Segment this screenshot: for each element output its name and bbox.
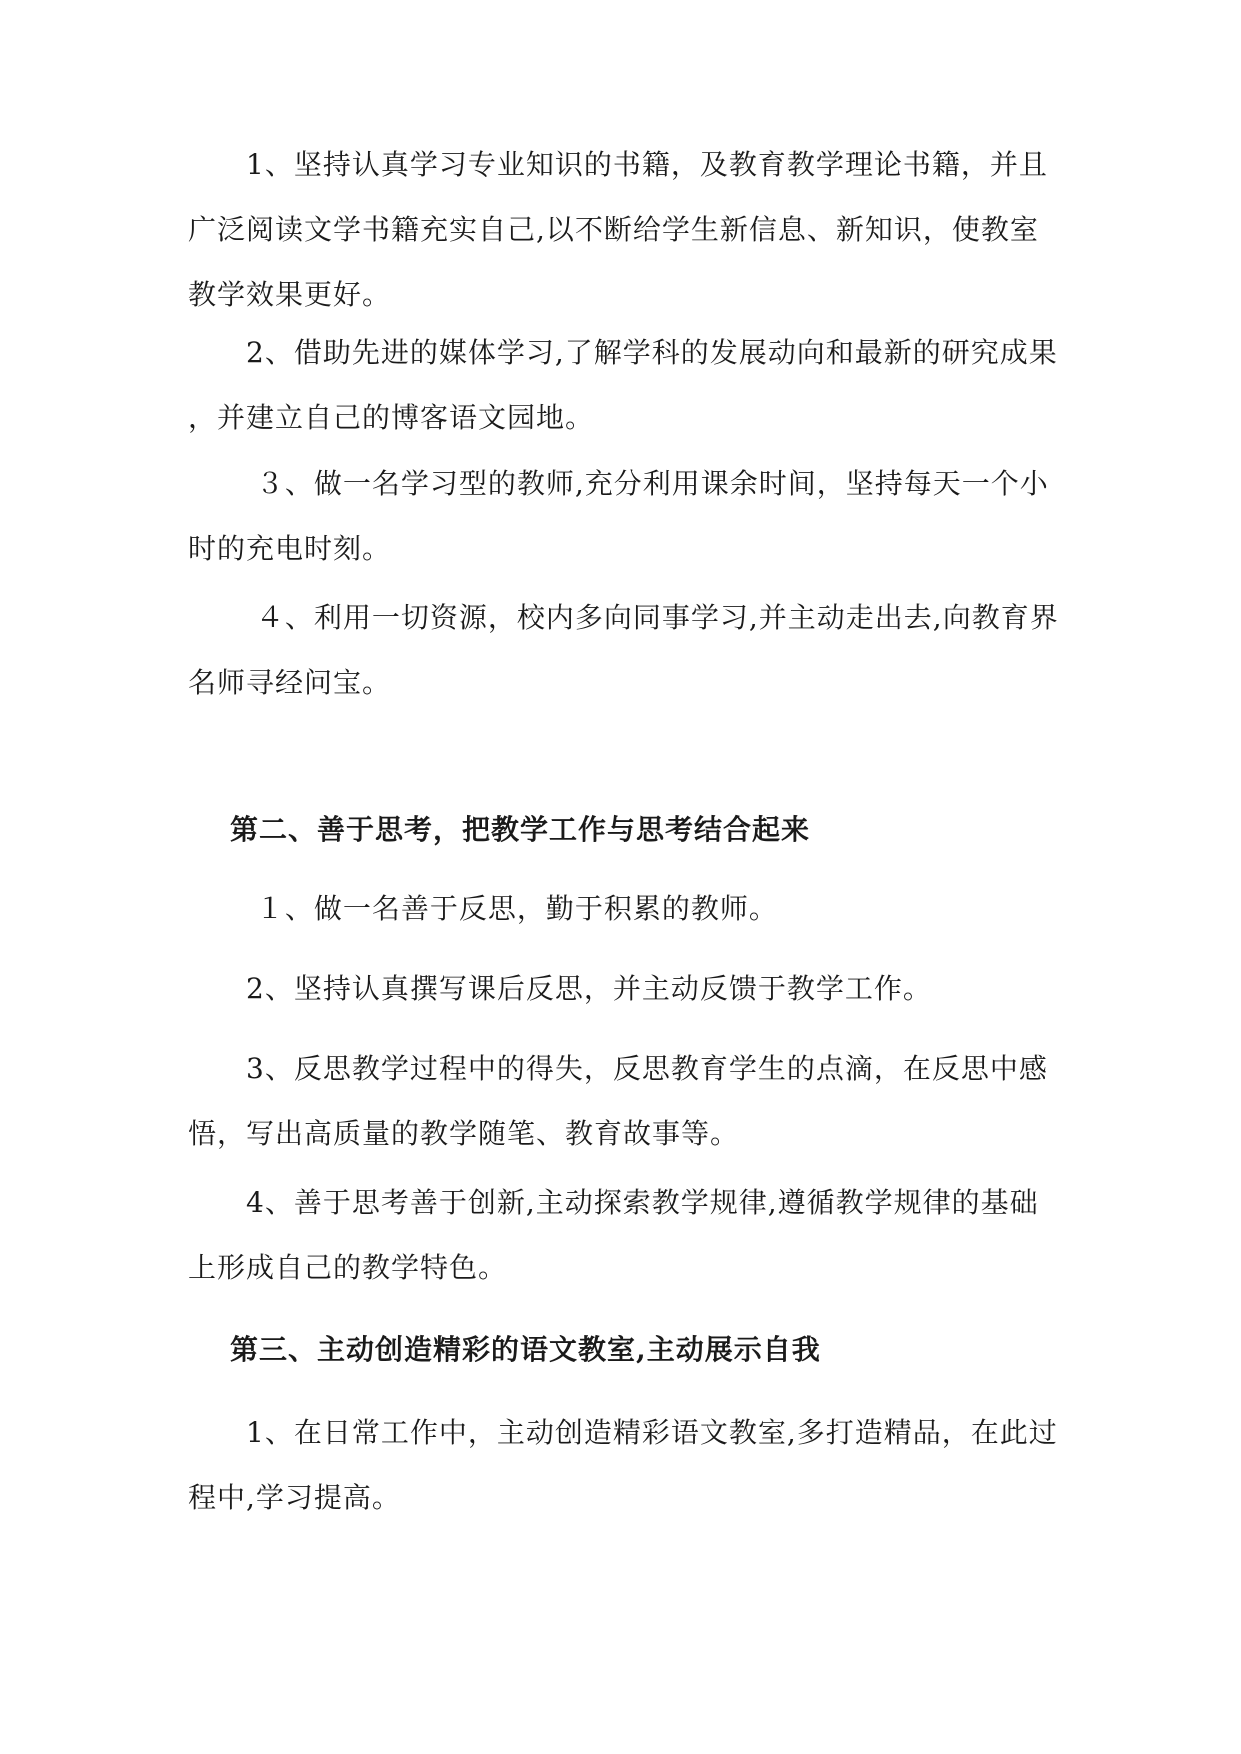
text-line: 名师寻经问宝。 bbox=[188, 666, 392, 699]
paragraph-6 bbox=[188, 956, 1058, 1021]
text-line: 教学效果更好。 bbox=[188, 278, 392, 311]
section-heading-3: 第三、主动创造精彩的语文教室,主动展示自我 bbox=[230, 1333, 821, 1366]
text-line: 1、坚持认真学习专业知识的书籍，及教育教学理论书籍，并且 bbox=[188, 148, 1048, 181]
text-line: 2、坚持认真撰写课后反思，并主动反馈于教学工作。 bbox=[188, 972, 932, 1005]
paragraph-1 bbox=[188, 132, 1058, 327]
text-line: 上形成自己的教学特色。 bbox=[188, 1251, 508, 1284]
text-line: 程中,学习提高。 bbox=[188, 1481, 401, 1514]
paragraph-9 bbox=[188, 1400, 1058, 1530]
text-line: ，并建立自己的博客语文园地。 bbox=[188, 401, 595, 434]
text-line: 时的充电时刻。 bbox=[188, 532, 392, 565]
paragraph-5 bbox=[188, 876, 1058, 941]
section-heading-2: 第二、善于思考，把教学工作与思考结合起来 bbox=[230, 813, 811, 846]
paragraph-7 bbox=[188, 1036, 1058, 1166]
paragraph-2 bbox=[188, 320, 1058, 450]
text-line: 悟，写出高质量的教学随笔、教育故事等。 bbox=[188, 1117, 740, 1150]
text-line: 2、借助先进的媒体学习,了解学科的发展动向和最新的研究成果 bbox=[188, 336, 1058, 369]
text-line: １、做一名善于反思，勤于积累的教师。 bbox=[188, 892, 778, 925]
paragraph-4 bbox=[188, 585, 1058, 715]
text-line: 1、在日常工作中，主动创造精彩语文教室,多打造精品，在此过 bbox=[188, 1416, 1058, 1449]
text-line: 广泛阅读文学书籍充实自己,以不断给学生新信息、新知识，使教室 bbox=[188, 213, 1039, 246]
text-line: ３、做一名学习型的教师,充分利用课余时间，坚持每天一个小 bbox=[188, 467, 1049, 500]
paragraph-3 bbox=[188, 451, 1058, 581]
paragraph-8 bbox=[188, 1170, 1058, 1300]
text-line: 4、善于思考善于创新,主动探索教学规律,遵循教学规律的基础 bbox=[188, 1186, 1039, 1219]
text-line: ４、利用一切资源，校内多向同事学习,并主动走出去,向教育界 bbox=[188, 601, 1059, 634]
text-line: 3、反思教学过程中的得失，反思教育学生的点滴，在反思中感 bbox=[188, 1052, 1048, 1085]
